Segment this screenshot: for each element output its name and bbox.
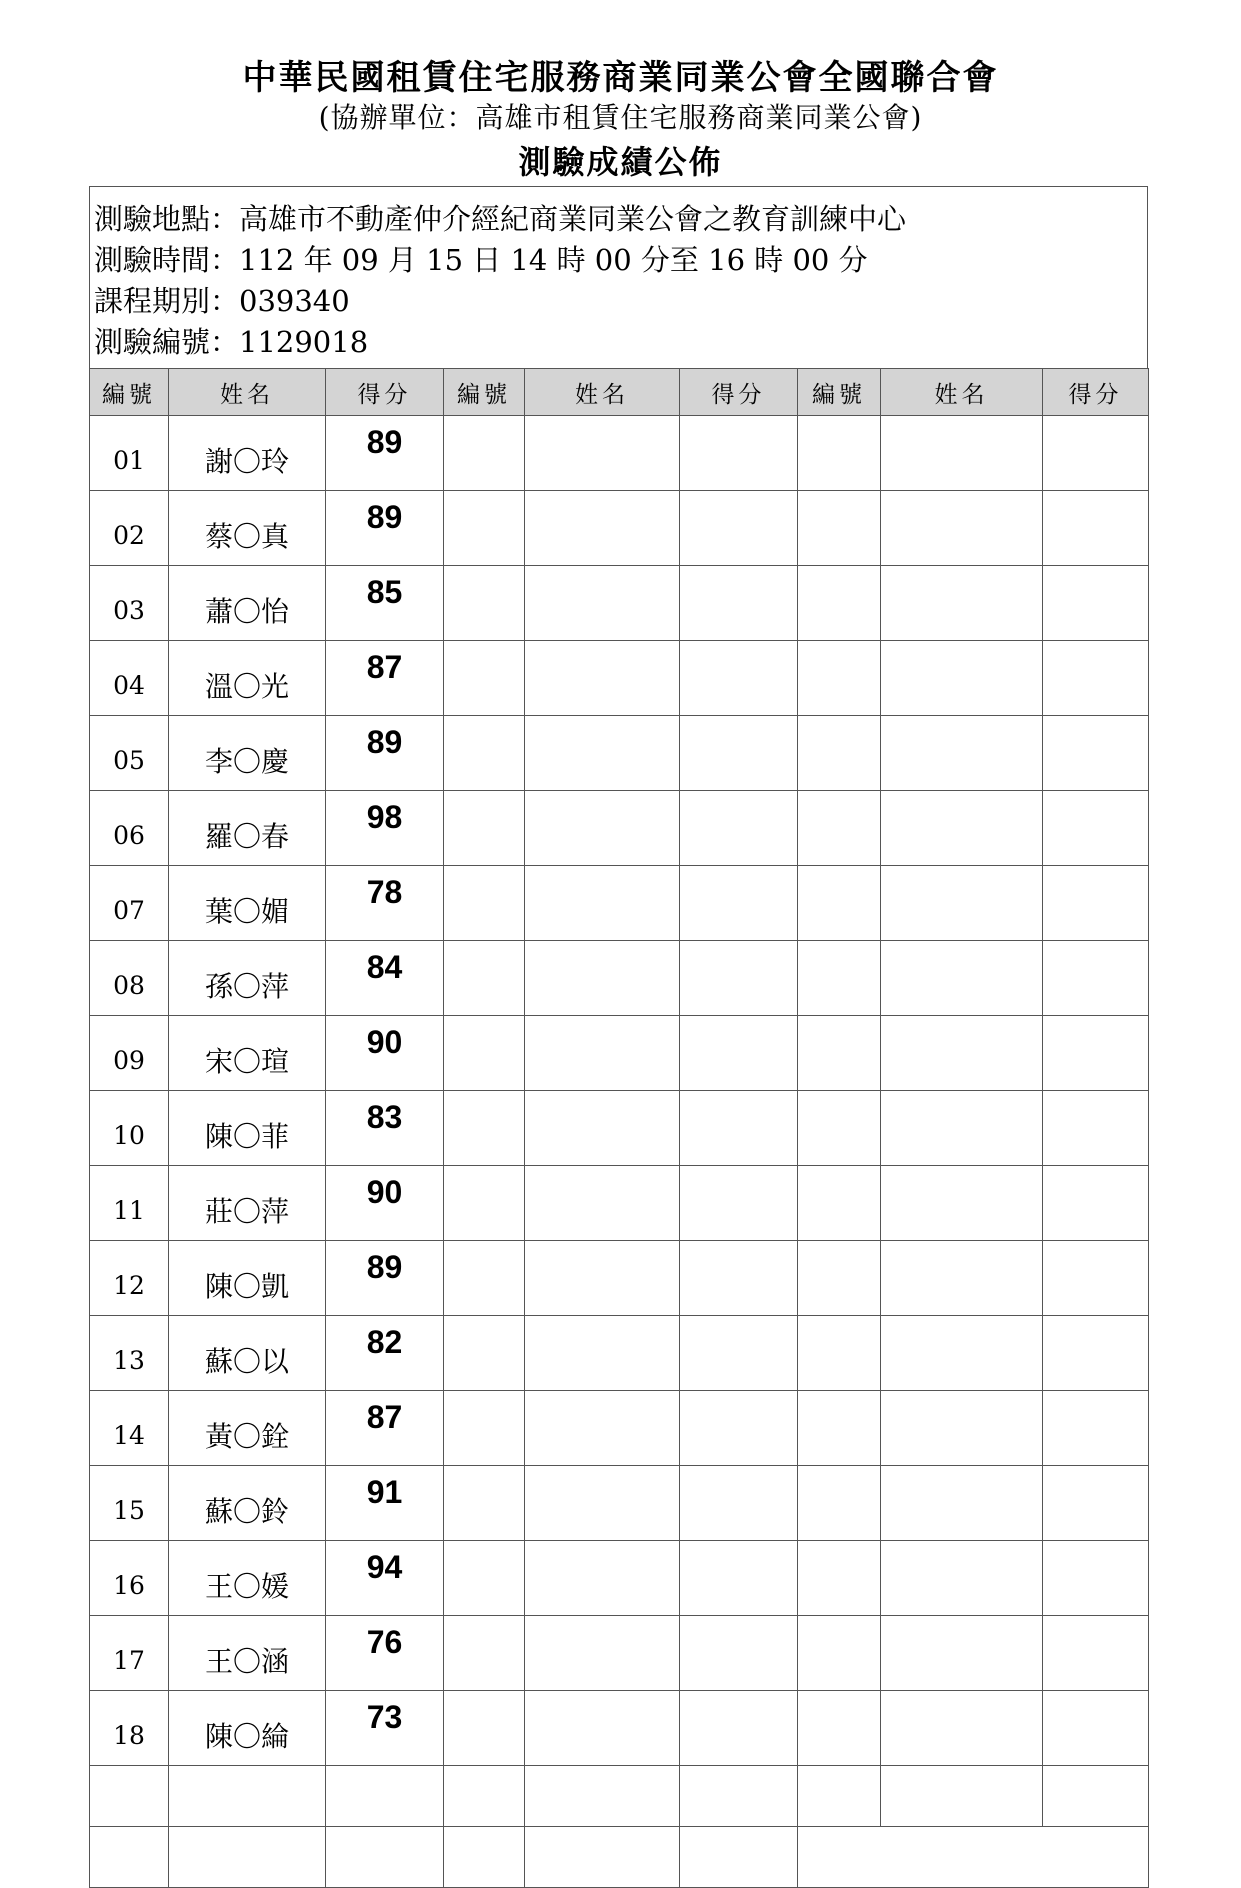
empty-cell	[680, 566, 798, 641]
row-number: 08	[90, 941, 169, 1016]
table-row	[90, 1541, 1149, 1616]
table-row	[90, 566, 1149, 641]
empty-cell	[525, 491, 680, 566]
row-name: 陳〇菲	[169, 1091, 326, 1166]
grades-table	[89, 368, 1149, 1888]
empty-cell	[525, 1616, 680, 1691]
empty-cell	[1043, 866, 1149, 941]
empty-cell	[881, 1691, 1043, 1766]
empty-cell	[525, 791, 680, 866]
empty-cell	[798, 641, 881, 716]
empty-cell	[881, 416, 1043, 491]
exam-info-box	[89, 186, 1148, 368]
row-number: 17	[90, 1616, 169, 1691]
empty-cell	[525, 1766, 680, 1827]
empty-cell	[525, 1466, 680, 1541]
empty-cell	[1043, 1541, 1149, 1616]
empty-cell	[1043, 1166, 1149, 1241]
empty-cell	[444, 566, 525, 641]
empty-cell	[1043, 791, 1149, 866]
empty-cell	[1043, 491, 1149, 566]
table-row	[90, 1166, 1149, 1241]
empty-cell	[525, 1091, 680, 1166]
empty-cell	[444, 866, 525, 941]
table-row	[90, 416, 1149, 491]
empty-cell	[525, 416, 680, 491]
empty-cell	[1043, 641, 1149, 716]
empty-cell	[680, 866, 798, 941]
empty-cell	[169, 1766, 326, 1827]
empty-cell	[798, 416, 881, 491]
empty-cell	[169, 1827, 326, 1888]
empty-cell	[798, 1241, 881, 1316]
empty-cell	[798, 566, 881, 641]
empty-cell	[680, 941, 798, 1016]
row-score: 90	[326, 1016, 444, 1091]
empty-cell	[1043, 416, 1149, 491]
empty-cell	[680, 1541, 798, 1616]
empty-cell	[881, 1166, 1043, 1241]
row-score: 82	[326, 1316, 444, 1391]
row-name: 李〇慶	[169, 716, 326, 791]
empty-cell	[1043, 1241, 1149, 1316]
empty-cell	[525, 866, 680, 941]
row-name: 宋〇瑄	[169, 1016, 326, 1091]
row-score: 89	[326, 1241, 444, 1316]
empty-cell	[1043, 1391, 1149, 1466]
row-name: 王〇媛	[169, 1541, 326, 1616]
empty-cell	[680, 641, 798, 716]
empty-cell	[525, 1827, 680, 1888]
empty-cell	[444, 1166, 525, 1241]
empty-cell	[444, 1541, 525, 1616]
row-number: 05	[90, 716, 169, 791]
row-name: 蘇〇以	[169, 1316, 326, 1391]
empty-cell	[798, 716, 881, 791]
row-name: 蘇〇鈴	[169, 1466, 326, 1541]
header-score: 得分	[326, 369, 444, 416]
empty-cell	[444, 1391, 525, 1466]
header-number: 編號	[798, 369, 881, 416]
empty-cell	[1043, 1691, 1149, 1766]
empty-cell	[1043, 1316, 1149, 1391]
empty-cell	[680, 1316, 798, 1391]
empty-cell	[525, 641, 680, 716]
row-score: 87	[326, 1391, 444, 1466]
empty-cell	[1043, 1616, 1149, 1691]
header-row	[90, 369, 1149, 416]
empty-cell	[444, 716, 525, 791]
empty-cell	[90, 1827, 169, 1888]
empty-cell	[680, 1391, 798, 1466]
row-score: 78	[326, 866, 444, 941]
row-score: 84	[326, 941, 444, 1016]
row-name: 王〇涵	[169, 1616, 326, 1691]
table-row-empty	[90, 1827, 1149, 1888]
empty-cell	[444, 1691, 525, 1766]
empty-cell	[680, 1166, 798, 1241]
empty-cell	[680, 491, 798, 566]
table-row	[90, 491, 1149, 566]
header-number: 編號	[444, 369, 525, 416]
empty-cell	[444, 791, 525, 866]
row-number: 09	[90, 1016, 169, 1091]
row-score: 89	[326, 416, 444, 491]
empty-cell	[798, 1316, 881, 1391]
row-number: 13	[90, 1316, 169, 1391]
empty-cell	[1043, 566, 1149, 641]
row-name: 葉〇媚	[169, 866, 326, 941]
row-score: 73	[326, 1691, 444, 1766]
row-score: 94	[326, 1541, 444, 1616]
row-name: 黃〇銓	[169, 1391, 326, 1466]
empty-cell	[525, 1241, 680, 1316]
row-name: 陳〇綸	[169, 1691, 326, 1766]
row-number: 07	[90, 866, 169, 941]
header-name: 姓名	[881, 369, 1043, 416]
row-score: 89	[326, 491, 444, 566]
empty-cell	[525, 566, 680, 641]
row-name: 蔡〇真	[169, 491, 326, 566]
empty-cell	[444, 1316, 525, 1391]
empty-cell	[881, 1766, 1043, 1827]
table-row	[90, 866, 1149, 941]
empty-cell	[444, 641, 525, 716]
row-score: 89	[326, 716, 444, 791]
header-score: 得分	[1043, 369, 1149, 416]
empty-cell	[881, 941, 1043, 1016]
empty-cell	[881, 1541, 1043, 1616]
row-number: 12	[90, 1241, 169, 1316]
table-row	[90, 1241, 1149, 1316]
empty-cell	[444, 1616, 525, 1691]
row-number: 04	[90, 641, 169, 716]
empty-cell	[525, 1166, 680, 1241]
empty-cell	[680, 791, 798, 866]
empty-cell	[525, 1316, 680, 1391]
empty-cell	[680, 1241, 798, 1316]
row-name: 謝〇玲	[169, 416, 326, 491]
row-score: 83	[326, 1091, 444, 1166]
exam-time: 測驗時間：112 年 09 月 15 日 14 時 00 分至 16 時 00 分	[94, 243, 868, 277]
empty-cell	[525, 1691, 680, 1766]
empty-cell	[680, 1091, 798, 1166]
empty-cell	[881, 566, 1043, 641]
empty-cell	[798, 1616, 881, 1691]
table-row	[90, 791, 1149, 866]
empty-cell	[680, 1466, 798, 1541]
header-score: 得分	[680, 369, 798, 416]
empty-cell	[525, 941, 680, 1016]
row-name: 莊〇萍	[169, 1166, 326, 1241]
empty-cell	[798, 1166, 881, 1241]
row-score: 98	[326, 791, 444, 866]
organizer-line: (協辦單位：高雄市租賃住宅服務商業同業公會)	[318, 101, 923, 134]
row-name: 陳〇凱	[169, 1241, 326, 1316]
empty-cell	[444, 1827, 525, 1888]
empty-cell	[1043, 1091, 1149, 1166]
empty-cell	[680, 1616, 798, 1691]
table-row	[90, 1616, 1149, 1691]
course-session: 課程期別：039340	[94, 284, 350, 318]
empty-cell	[444, 1241, 525, 1316]
empty-cell	[881, 1616, 1043, 1691]
empty-cell	[444, 941, 525, 1016]
row-score: 76	[326, 1616, 444, 1691]
empty-cell	[798, 491, 881, 566]
empty-cell	[1043, 1766, 1149, 1827]
empty-cell	[798, 1541, 881, 1616]
document-title: 中華民國租賃住宅服務商業同業公會全國聯合會	[242, 58, 999, 98]
empty-cell	[680, 1016, 798, 1091]
row-number: 02	[90, 491, 169, 566]
empty-cell	[525, 1016, 680, 1091]
empty-cell	[444, 1466, 525, 1541]
header-name: 姓名	[525, 369, 680, 416]
empty-cell	[881, 716, 1043, 791]
empty-cell	[444, 1016, 525, 1091]
row-number: 10	[90, 1091, 169, 1166]
empty-cell	[1043, 1016, 1149, 1091]
row-score: 91	[326, 1466, 444, 1541]
row-number: 06	[90, 791, 169, 866]
empty-cell	[881, 641, 1043, 716]
table-row	[90, 1391, 1149, 1466]
empty-cell	[798, 791, 881, 866]
table-row	[90, 641, 1149, 716]
row-score: 87	[326, 641, 444, 716]
empty-cell	[444, 416, 525, 491]
empty-cell	[1043, 1466, 1149, 1541]
empty-cell	[525, 1541, 680, 1616]
row-number: 03	[90, 566, 169, 641]
empty-cell	[881, 866, 1043, 941]
header-number: 編號	[90, 369, 169, 416]
row-name: 溫〇光	[169, 641, 326, 716]
empty-cell	[1043, 941, 1149, 1016]
document-subtitle: 測驗成績公佈	[518, 143, 723, 181]
empty-cell	[680, 716, 798, 791]
empty-cell	[444, 1766, 525, 1827]
empty-cell-merged	[798, 1827, 1149, 1888]
row-number: 11	[90, 1166, 169, 1241]
row-name: 孫〇萍	[169, 941, 326, 1016]
empty-cell	[680, 1827, 798, 1888]
empty-cell	[798, 1766, 881, 1827]
empty-cell	[881, 1466, 1043, 1541]
table-row	[90, 941, 1149, 1016]
empty-cell	[326, 1827, 444, 1888]
header-name: 姓名	[169, 369, 326, 416]
row-number: 15	[90, 1466, 169, 1541]
row-score: 90	[326, 1166, 444, 1241]
empty-cell	[525, 716, 680, 791]
empty-cell	[680, 416, 798, 491]
table-row	[90, 1691, 1149, 1766]
empty-cell	[881, 1391, 1043, 1466]
exam-number: 測驗編號：1129018	[94, 325, 369, 359]
empty-cell	[444, 1091, 525, 1166]
empty-cell	[525, 1391, 680, 1466]
empty-cell	[680, 1691, 798, 1766]
row-name: 蕭〇怡	[169, 566, 326, 641]
table-row-empty	[90, 1766, 1149, 1827]
table-row	[90, 1016, 1149, 1091]
empty-cell	[444, 491, 525, 566]
row-number: 01	[90, 416, 169, 491]
table-row	[90, 1316, 1149, 1391]
empty-cell	[798, 1466, 881, 1541]
empty-cell	[798, 1091, 881, 1166]
empty-cell	[881, 1241, 1043, 1316]
empty-cell	[326, 1766, 444, 1827]
empty-cell	[881, 1091, 1043, 1166]
row-number: 14	[90, 1391, 169, 1466]
empty-cell	[798, 1016, 881, 1091]
empty-cell	[798, 1391, 881, 1466]
empty-cell	[881, 791, 1043, 866]
row-name: 羅〇春	[169, 791, 326, 866]
table-row	[90, 1466, 1149, 1541]
empty-cell	[90, 1766, 169, 1827]
table-row	[90, 716, 1149, 791]
empty-cell	[798, 941, 881, 1016]
table-row	[90, 1091, 1149, 1166]
empty-cell	[1043, 716, 1149, 791]
empty-cell	[798, 1691, 881, 1766]
empty-cell	[881, 1316, 1043, 1391]
row-score: 85	[326, 566, 444, 641]
empty-cell	[881, 1016, 1043, 1091]
row-number: 16	[90, 1541, 169, 1616]
empty-cell	[680, 1766, 798, 1827]
row-number: 18	[90, 1691, 169, 1766]
exam-location: 測驗地點：高雄市不動產仲介經紀商業同業公會之教育訓練中心	[94, 202, 907, 236]
empty-cell	[798, 866, 881, 941]
empty-cell	[881, 491, 1043, 566]
